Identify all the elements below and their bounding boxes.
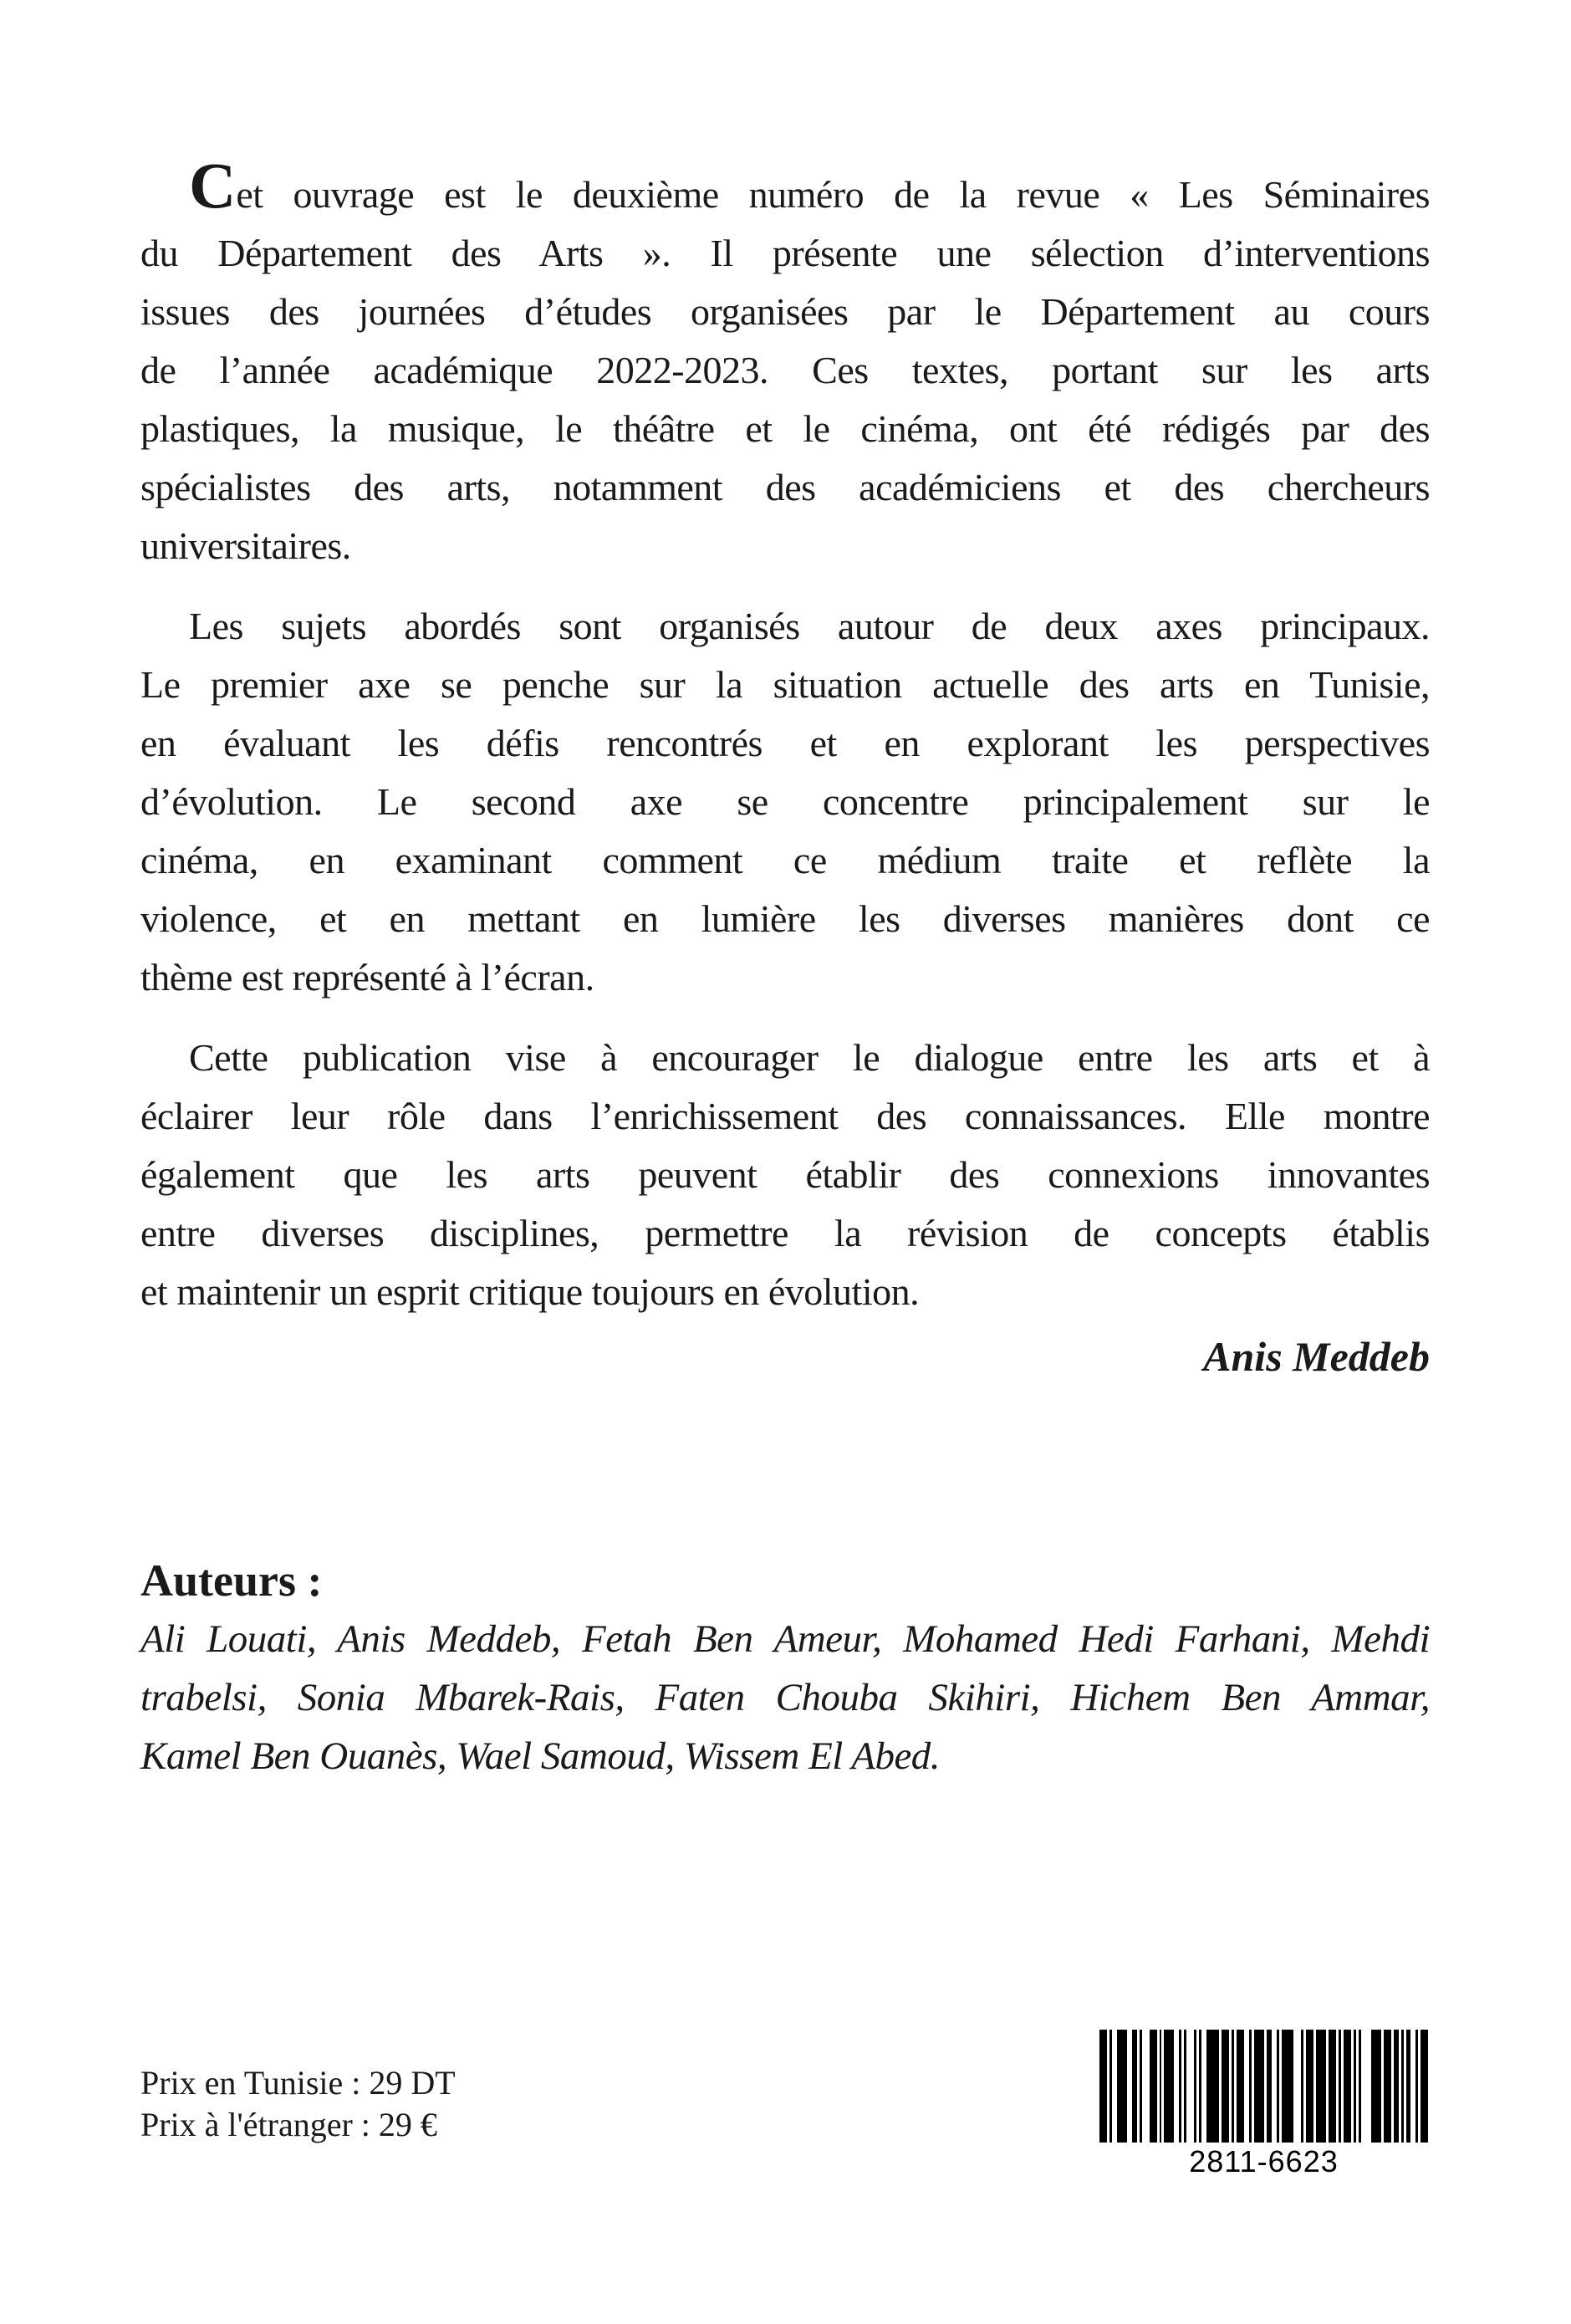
text-line: en évaluant les défis rencontrés et en explorant les perspectives: [140, 722, 1430, 764]
synopsis-paragraph: [140, 149, 1430, 575]
text-line: également que les arts peuvent établir des connexions innovantes: [140, 1153, 1430, 1196]
author-line: Ali Louati, Anis Meddeb, Fetah Ben Ameur, Mohamed Hedi Farhani, Mehdi: [140, 1617, 1430, 1661]
text-line: et maintenir un esprit critique toujours en évolution.: [140, 1270, 920, 1313]
text-line: du Département des Arts ». Il présente une sélection d’interventions: [140, 232, 1430, 274]
text-line: thème est représenté à l’écran.: [140, 956, 594, 999]
drop-cap: C: [189, 149, 237, 222]
text-line: éclairer leur rôle dans l’enrichissement des connaissances. Elle montre: [140, 1095, 1430, 1137]
text-line: Le premier axe se penche sur la situation actuelle des arts en Tunisie,: [140, 663, 1430, 706]
synopsis-paragraph: [140, 597, 1430, 1007]
synopsis-paragraph: [140, 1029, 1430, 1321]
barcode-number: 2811-6623: [1189, 2144, 1339, 2178]
text-line: violence, et en mettant en lumière les diverses manières dont ce: [140, 897, 1430, 940]
authors-heading: Auteurs :: [140, 1555, 323, 1606]
text-line: entre diverses disciplines, permettre la révision de concepts établis: [140, 1212, 1430, 1254]
synopsis: [140, 149, 1430, 1321]
text-line: Les sujets abordés sont organisés autour de deux axes principaux.: [189, 605, 1430, 647]
barcode-bars-icon: [1099, 2030, 1428, 2143]
authors-section: [140, 1551, 1430, 1785]
price-abroad: Prix à l'étranger : 29 €: [140, 2106, 437, 2143]
text-line: plastiques, la musique, le théâtre et le cinéma, ont été rédigés par des: [140, 407, 1430, 450]
text-line: issues des journées d’études organisées par le Département au cours: [140, 290, 1430, 333]
text-line: universitaires.: [140, 524, 351, 567]
text-line: spécialistes des arts, notamment des académiciens et des chercheurs: [140, 466, 1430, 508]
author-line: trabelsi, Sonia Mbarek-Rais, Faten Chouba Skihiri, Hichem Ben Ammar,: [140, 1676, 1430, 1719]
text-line: Cet ouvrage est le deuxième numéro de la revue « Les Séminaires: [189, 149, 1430, 222]
text-line: Cette publication vise à encourager le dialogue entre les arts et à: [189, 1036, 1430, 1079]
text-line: cinéma, en examinant comment ce médium traite et reflète la: [140, 839, 1430, 881]
text-line: d’évolution. Le second axe se concentre principalement sur le: [140, 780, 1430, 823]
signature: Anis Meddeb: [1203, 1333, 1430, 1380]
pricing: [140, 2062, 456, 2146]
price-tunisia: Prix en Tunisie : 29 DT: [140, 2064, 456, 2102]
barcode: [1099, 2030, 1428, 2179]
text-line: de l’année académique 2022-2023. Ces textes, portant sur les arts: [140, 349, 1430, 391]
authors-list: [140, 1610, 1430, 1785]
author-line: Kamel Ben Ouanès, Wael Samoud, Wissem El Abed.: [140, 1734, 941, 1778]
